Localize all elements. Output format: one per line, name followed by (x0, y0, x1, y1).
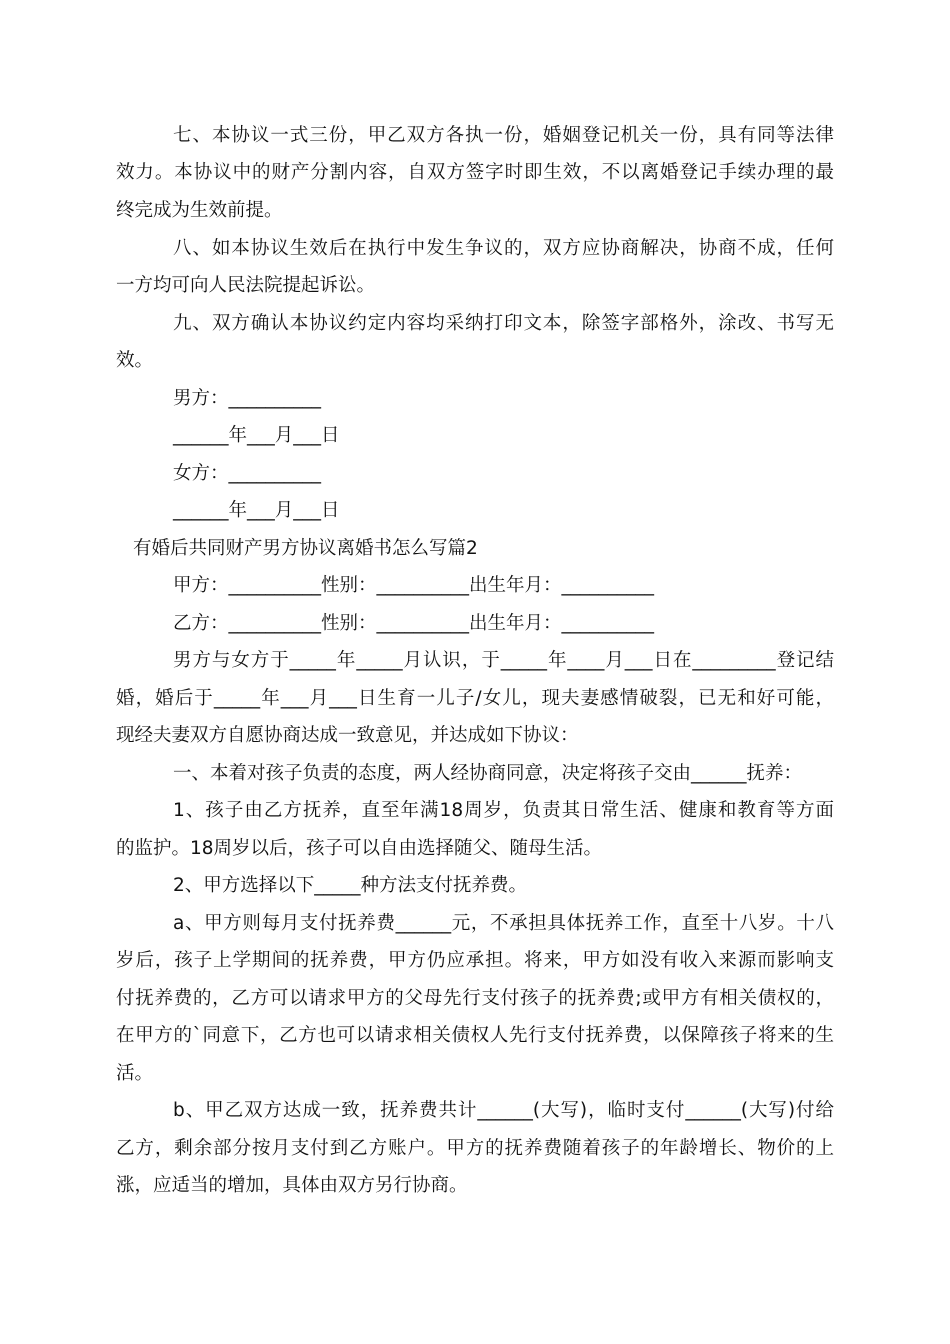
clause-7-line-2: 效力。本协议中的财产分割内容，自双方签字时即生效，不以离婚登记手续办理的最 (116, 162, 834, 183)
signature-female-date: ______年___月___日 (173, 500, 340, 521)
clause-9-line-2: 效。 (116, 350, 154, 371)
item-a-line-4: 在甲方的`同意下，乙方也可以请求相关债权人先行支付抚养费，以保障孩子将来的生 (116, 1025, 834, 1046)
item-a-line-5: 活。 (116, 1063, 154, 1084)
item-a-line-2: 岁后，孩子上学期间的抚养费，甲方仍应承担。将来，甲方如没有收入来源而影响支 (116, 950, 834, 971)
clause-7-line-3: 终完成为生效前提。 (116, 200, 283, 221)
item-a-line-3: 付抚养费的，乙方可以请求甲方的父母先行支付孩子的抚养费;或甲方有相关债权的， (116, 988, 834, 1009)
signature-female: 女方：__________ (173, 463, 322, 484)
party-b-info: 乙方：__________性别：__________出生年月：__________ (173, 613, 655, 634)
item-1-line-2: 的监护。18周岁以后，孩子可以自由选择随父、随母生活。 (116, 838, 603, 859)
item-1-line-1: 1、孩子由乙方抚养，直至年满18周岁，负责其日常生活、健康和教育等方面 (173, 800, 834, 821)
item-2-line-1: 2、甲方选择以下_____种方法支付抚养费。 (173, 875, 528, 896)
item-b-line-1: b、甲乙双方达成一致，抚养费共计______(大写)，临时支付______(大写)付给 (173, 1100, 834, 1121)
intro-line-1: 男方与女方于_____年_____月认识，于_____年____月___日在_________登记结 (173, 650, 834, 671)
clause-8-line-2: 一方均可向人民法院提起诉讼。 (116, 275, 376, 296)
section-heading: 有婚后共同财产男方协议离婚书怎么写篇2 (133, 538, 478, 559)
item-b-line-2: 乙方，剩余部分按月支付到乙方账户。甲方的抚养费随着孩子的年龄增长、物价的上 (116, 1138, 834, 1159)
item-a-line-1: a、甲方则每月支付抚养费______元，不承担具体抚养工作，直至十八岁。十八 (173, 913, 834, 934)
signature-male: 男方：__________ (173, 388, 322, 409)
signature-male-date: ______年___月___日 (173, 425, 340, 446)
intro-line-2: 婚，婚后于_____年___月___日生育一儿子/女儿，现夫妻感情破裂，已无和好可能， (116, 688, 834, 709)
party-a-info: 甲方：__________性别：__________出生年月：__________ (173, 575, 655, 596)
clause-9-line-1: 九、双方确认本协议约定内容均采纳打印文本，除签字部格外，涂改、书写无 (173, 313, 834, 334)
article-1-line-1: 一、本着对孩子负责的态度，两人经协商同意，决定将孩子交由______抚养： (173, 763, 803, 784)
item-b-line-3: 涨，应适当的增加，具体由双方另行协商。 (116, 1175, 468, 1196)
clause-8-line-1: 八、如本协议生效后在执行中发生争议的，双方应协商解决，协商不成，任何 (173, 238, 834, 259)
clause-7-line-1: 七、本协议一式三份，甲乙双方各执一份，婚姻登记机关一份，具有同等法律 (173, 125, 834, 146)
intro-line-3: 现经夫妻双方自愿协商达成一致意见，并达成如下协议： (116, 725, 579, 746)
